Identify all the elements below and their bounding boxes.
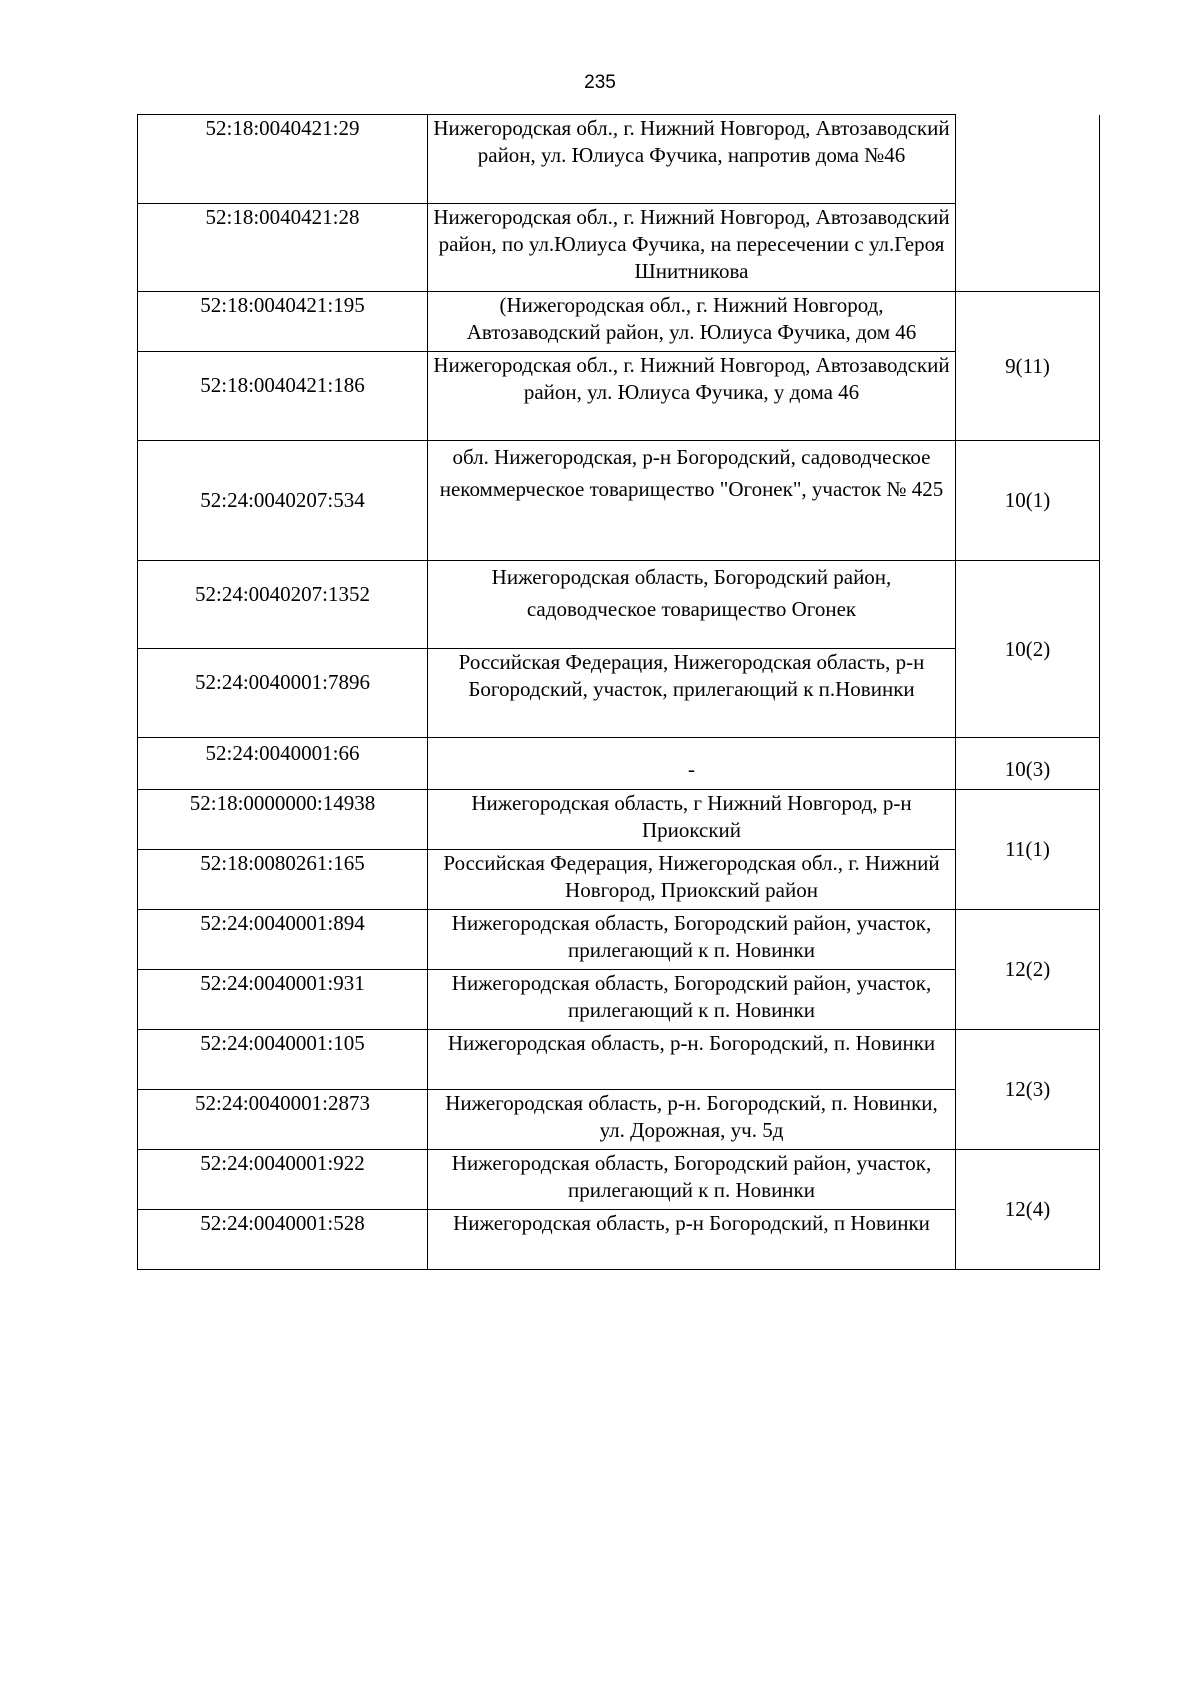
table-row: [138, 1030, 1100, 1090]
table-row: [138, 850, 1100, 910]
cadastral-number-cell: 52:24:0040207:1352: [138, 561, 428, 649]
cadastral-number-cell: 52:18:0080261:165: [138, 850, 428, 910]
cadastral-number-cell: 52:18:0040421:186: [138, 352, 428, 441]
address-cell: Нижегородская область, р-н. Богородский, п. Новинки, ул. Дорожная, уч. 5д: [428, 1090, 956, 1150]
cadastral-number-cell: 52:18:0040421:28: [138, 204, 428, 292]
group-number-cell: 11(1): [956, 790, 1100, 910]
cadastral-number-cell: 52:18:0000000:14938: [138, 790, 428, 850]
land-plots-table: [137, 114, 1100, 1270]
cadastral-number-cell: 52:24:0040001:931: [138, 970, 428, 1030]
group-number-cell: 10(3): [956, 738, 1100, 790]
table-row: [138, 910, 1100, 970]
address-cell: Нижегородская обл., г. Нижний Новгород, Автозаводский район, ул. Юлиуса Фучика, напротив дома №46: [428, 115, 956, 204]
address-cell: Нижегородская область, Богородский район, участок, прилегающий к п. Новинки: [428, 1150, 956, 1210]
address-cell: Нижегородская область, р-н. Богородский, п. Новинки: [428, 1030, 956, 1090]
address-cell: Нижегородская обл., г. Нижний Новгород, Автозаводский район, по ул.Юлиуса Фучика, на пересечении с ул.Героя Шнитникова: [428, 204, 956, 292]
cadastral-number-cell: 52:24:0040001:105: [138, 1030, 428, 1090]
group-number-cell-empty: [956, 115, 1100, 292]
group-number-cell: 10(2): [956, 561, 1100, 738]
group-number-cell: 10(1): [956, 441, 1100, 561]
table-row: [138, 1210, 1100, 1270]
table-row: [138, 738, 1100, 790]
address-cell: Российская Федерация, Нижегородская обл., г. Нижний Новгород, Приокский район: [428, 850, 956, 910]
address-cell: Российская Федерация, Нижегородская область, р-н Богородский, участок, прилегающий к п.Новинки: [428, 649, 956, 738]
table-row: [138, 790, 1100, 850]
cadastral-number-cell: 52:24:0040001:922: [138, 1150, 428, 1210]
cadastral-number-cell: 52:24:0040001:528: [138, 1210, 428, 1270]
address-cell: Нижегородская область, р-н Богородский, п Новинки: [428, 1210, 956, 1270]
table-row: [138, 1150, 1100, 1210]
address-cell: Нижегородская область, Богородский район, участок, прилегающий к п. Новинки: [428, 910, 956, 970]
table-row: [138, 649, 1100, 738]
table-row: [138, 352, 1100, 441]
table-row: [138, 1090, 1100, 1150]
table-row: [138, 970, 1100, 1030]
cadastral-number-cell: 52:18:0040421:195: [138, 292, 428, 352]
address-cell: Нижегородская обл., г. Нижний Новгород, Автозаводский район, ул. Юлиуса Фучика, у дома 46: [428, 352, 956, 441]
address-cell: Нижегородская область, Богородский район, садоводческое товарищество Огонек: [428, 561, 956, 649]
cadastral-number-cell: 52:24:0040001:894: [138, 910, 428, 970]
cadastral-number-cell: 52:24:0040001:7896: [138, 649, 428, 738]
group-number-cell: 12(3): [956, 1030, 1100, 1150]
cadastral-number-cell: 52:24:0040207:534: [138, 441, 428, 561]
cadastral-number-cell: 52:24:0040001:66: [138, 738, 428, 790]
table-row: [138, 204, 1100, 292]
group-number-cell: 12(2): [956, 910, 1100, 1030]
group-number-cell: 12(4): [956, 1150, 1100, 1270]
cadastral-number-cell: 52:24:0040001:2873: [138, 1090, 428, 1150]
table-row: [138, 441, 1100, 561]
cadastral-number-cell: 52:18:0040421:29: [138, 115, 428, 204]
address-cell: -: [428, 738, 956, 790]
page-number: 235: [584, 72, 616, 93]
group-number-cell: 9(11): [956, 292, 1100, 441]
table-row: [138, 292, 1100, 352]
address-cell: Нижегородская область, Богородский район, участок, прилегающий к п. Новинки: [428, 970, 956, 1030]
table-row: [138, 561, 1100, 649]
table-row: [138, 115, 1100, 204]
address-cell: (Нижегородская обл., г. Нижний Новгород, Автозаводский район, ул. Юлиуса Фучика, дом 46: [428, 292, 956, 352]
address-cell: обл. Нижегородская, р-н Богородский, садоводческое некоммерческое товарищество "Огонек", участок № 425: [428, 441, 956, 561]
address-cell: Нижегородская область, г Нижний Новгород, р-н Приокский: [428, 790, 956, 850]
